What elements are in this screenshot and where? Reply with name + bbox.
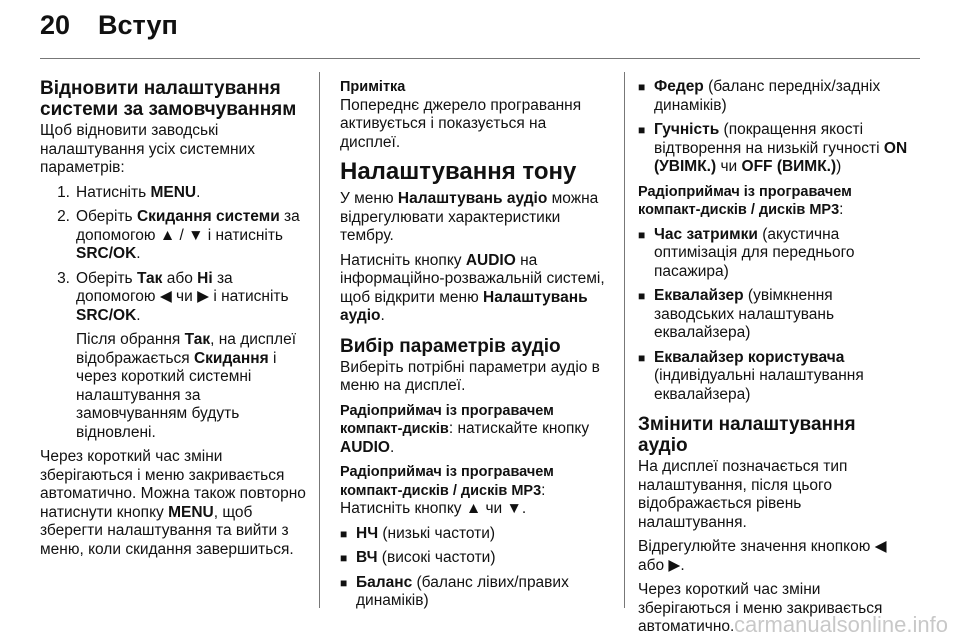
mp3-radio-instruction bbox=[340, 463, 610, 519]
page-title: Вступ bbox=[98, 10, 178, 40]
para-text: Натисніть кнопку ▲ чи ▼. bbox=[340, 500, 527, 517]
list-item-delay bbox=[638, 226, 908, 282]
result-key: Так bbox=[184, 331, 211, 348]
para-key: Радіоприймач із програвачем компакт-дисків / дисків MP3 bbox=[340, 464, 554, 499]
step-end: . bbox=[136, 306, 141, 324]
step-1 bbox=[40, 184, 308, 203]
column-1 bbox=[40, 78, 308, 565]
item-text: (баланс передніх/задніх динаміків) bbox=[654, 78, 881, 114]
item-text: ) bbox=[836, 158, 842, 175]
step-end: . bbox=[136, 245, 141, 262]
note-text: Попереднє джерело програвання активується і показується на дисплеї. bbox=[340, 96, 582, 151]
closing-key: MENU bbox=[168, 503, 214, 521]
item-key: Час затримки bbox=[654, 225, 758, 243]
change-audio-text-3: Через короткий час зміни зберігаються і меню закривається автоматично. bbox=[638, 581, 883, 635]
item-key: Федер bbox=[654, 78, 704, 95]
para-key: AUDIO bbox=[465, 251, 516, 269]
step-key: Так bbox=[136, 269, 163, 287]
step-end: . bbox=[196, 183, 201, 201]
item-key: Еквалайзер bbox=[654, 287, 744, 304]
reset-closing bbox=[40, 448, 308, 559]
item-text: (баланс лівих/правих динаміків) bbox=[356, 573, 569, 609]
step-text: Оберіть bbox=[76, 208, 137, 225]
para-key: AUDIO bbox=[340, 438, 390, 456]
item-text: (високі частоти) bbox=[377, 549, 496, 566]
step-2 bbox=[40, 208, 308, 264]
bullet-icon: ■ bbox=[638, 123, 646, 137]
para-text: . bbox=[380, 307, 385, 324]
step-text: Оберіть bbox=[76, 269, 137, 287]
watermark: carmanualsonline.info bbox=[733, 612, 948, 637]
para-text: на інформаційно-розважальній системі, щоб відкрити меню bbox=[340, 251, 605, 306]
para-key: Радіоприймач із програвачем компакт-дисків bbox=[340, 402, 554, 437]
list-item-treble bbox=[340, 549, 610, 568]
bullet-icon: ■ bbox=[340, 551, 348, 565]
item-text: (увімкнення заводських налаштувань еквалайзера) bbox=[654, 287, 835, 341]
item-key: Баланс bbox=[356, 573, 413, 591]
step-key: MENU bbox=[150, 183, 197, 201]
para-text: можна відрегулювати характеристики тембру. bbox=[340, 190, 599, 244]
bullet-icon: ■ bbox=[638, 289, 646, 303]
item-key: Еквалайзер користувача bbox=[654, 348, 845, 366]
item-text: (індивідуальні налаштування еквалайзера) bbox=[654, 367, 864, 403]
note-heading: Примітка bbox=[340, 79, 406, 95]
result-key: Скидання bbox=[193, 349, 269, 367]
list-item-user-equalizer bbox=[638, 349, 908, 405]
list-item-loudness bbox=[638, 121, 908, 177]
audio-params-text: Виберіть потрібні параметри аудіо в меню на дисплеї. bbox=[340, 358, 600, 394]
bullet-icon: ■ bbox=[638, 350, 646, 365]
result-text: Після обрання bbox=[76, 331, 185, 348]
step-3-result bbox=[40, 331, 308, 442]
para-key: Налаштувань аудіо bbox=[397, 190, 548, 207]
cd-radio-instruction bbox=[340, 402, 610, 458]
section-heading-tone: Налаштування тону bbox=[340, 158, 577, 185]
step-key: SRC/OK bbox=[76, 306, 137, 324]
column-3 bbox=[638, 78, 908, 643]
step-text: за допомогою ▲ / ▼ і натисніть bbox=[76, 208, 300, 244]
result-text: , на дисплеї відображається bbox=[76, 331, 297, 367]
item-text: (акустична оптимізація для переднього пасажира) bbox=[654, 225, 855, 280]
closing-text: , щоб зберегти налаштування та вийти з меню, коли скидання завершиться. bbox=[40, 503, 294, 558]
bullet-icon: ■ bbox=[340, 526, 348, 541]
step-3 bbox=[40, 270, 308, 326]
closing-text: Через короткий час зміни зберігаються і меню закривається автоматично. Можна також повторно натиснути кнопку bbox=[40, 448, 306, 521]
list-item-fader bbox=[638, 78, 908, 115]
sub-heading-audio-params: Вибір параметрів аудіо bbox=[340, 335, 561, 357]
change-audio-text-1: На дисплеї позначається тип налаштування, після цього відображається рівень налаштування. bbox=[638, 458, 848, 531]
section-heading-reset: Відновити налаштування системи за замовчуванням bbox=[40, 78, 297, 120]
column-divider-2 bbox=[624, 72, 625, 608]
header-divider bbox=[40, 58, 920, 59]
item-text: (низькі частоти) bbox=[378, 524, 496, 542]
item-key: НЧ bbox=[356, 524, 379, 542]
step-text: Натисніть bbox=[76, 183, 151, 201]
para-key: Налаштувань аудіо bbox=[340, 288, 588, 324]
item-key: OFF (ВИМК.) bbox=[741, 158, 837, 175]
step-key: SRC/OK bbox=[76, 245, 137, 262]
step-text: за допомогою ◀ чи ▶ і натисніть bbox=[76, 269, 289, 305]
reset-intro: Щоб відновити заводські налаштування усіх системних параметрів: bbox=[40, 122, 255, 176]
tone-intro bbox=[340, 190, 610, 246]
list-item-balance bbox=[340, 574, 610, 611]
step-key: Ні bbox=[197, 269, 213, 287]
change-audio-text-2: Відрегулюйте значення кнопкою ◀ або ▶. bbox=[638, 538, 887, 574]
para-text: : натискайте кнопку bbox=[448, 420, 590, 437]
bullet-icon: ■ bbox=[638, 227, 646, 242]
step-number: 3. bbox=[57, 269, 70, 287]
tone-open-menu bbox=[340, 252, 610, 326]
para-key: Радіоприймач із програвачем компакт-дисків / дисків MP3 bbox=[638, 183, 852, 218]
para-text: У меню bbox=[340, 190, 398, 207]
item-key: ON (УВІМК.) bbox=[654, 139, 908, 175]
item-text: чи bbox=[716, 158, 742, 175]
result-text: і через короткий системні налаштування за замовчуванням будуть відновлені. bbox=[76, 349, 277, 441]
list-item-bass bbox=[340, 525, 610, 544]
list-item-equalizer bbox=[638, 287, 908, 343]
section-heading-change-audio: Змінити налаштування аудіо bbox=[638, 414, 856, 456]
step-key: Скидання системи bbox=[136, 208, 280, 225]
step-text: або bbox=[162, 269, 198, 287]
para-text: Натисніть кнопку bbox=[340, 251, 466, 269]
bullet-icon: ■ bbox=[638, 80, 646, 94]
para-text: : bbox=[839, 201, 844, 218]
step-number: 1. bbox=[57, 183, 70, 201]
mp3-radio-label bbox=[638, 183, 908, 220]
step-number: 2. bbox=[57, 208, 70, 225]
column-divider-1 bbox=[319, 72, 320, 608]
page-number: 20 bbox=[40, 10, 71, 40]
bullet-icon: ■ bbox=[340, 575, 348, 590]
item-key: ВЧ bbox=[356, 549, 378, 566]
item-key: Гучність bbox=[654, 121, 720, 138]
para-text: . bbox=[389, 438, 395, 456]
column-2 bbox=[340, 78, 610, 617]
para-text: : bbox=[541, 481, 546, 499]
item-text: (покращення якості відтворення на низькій гучності bbox=[654, 121, 884, 157]
page-header bbox=[40, 10, 178, 54]
